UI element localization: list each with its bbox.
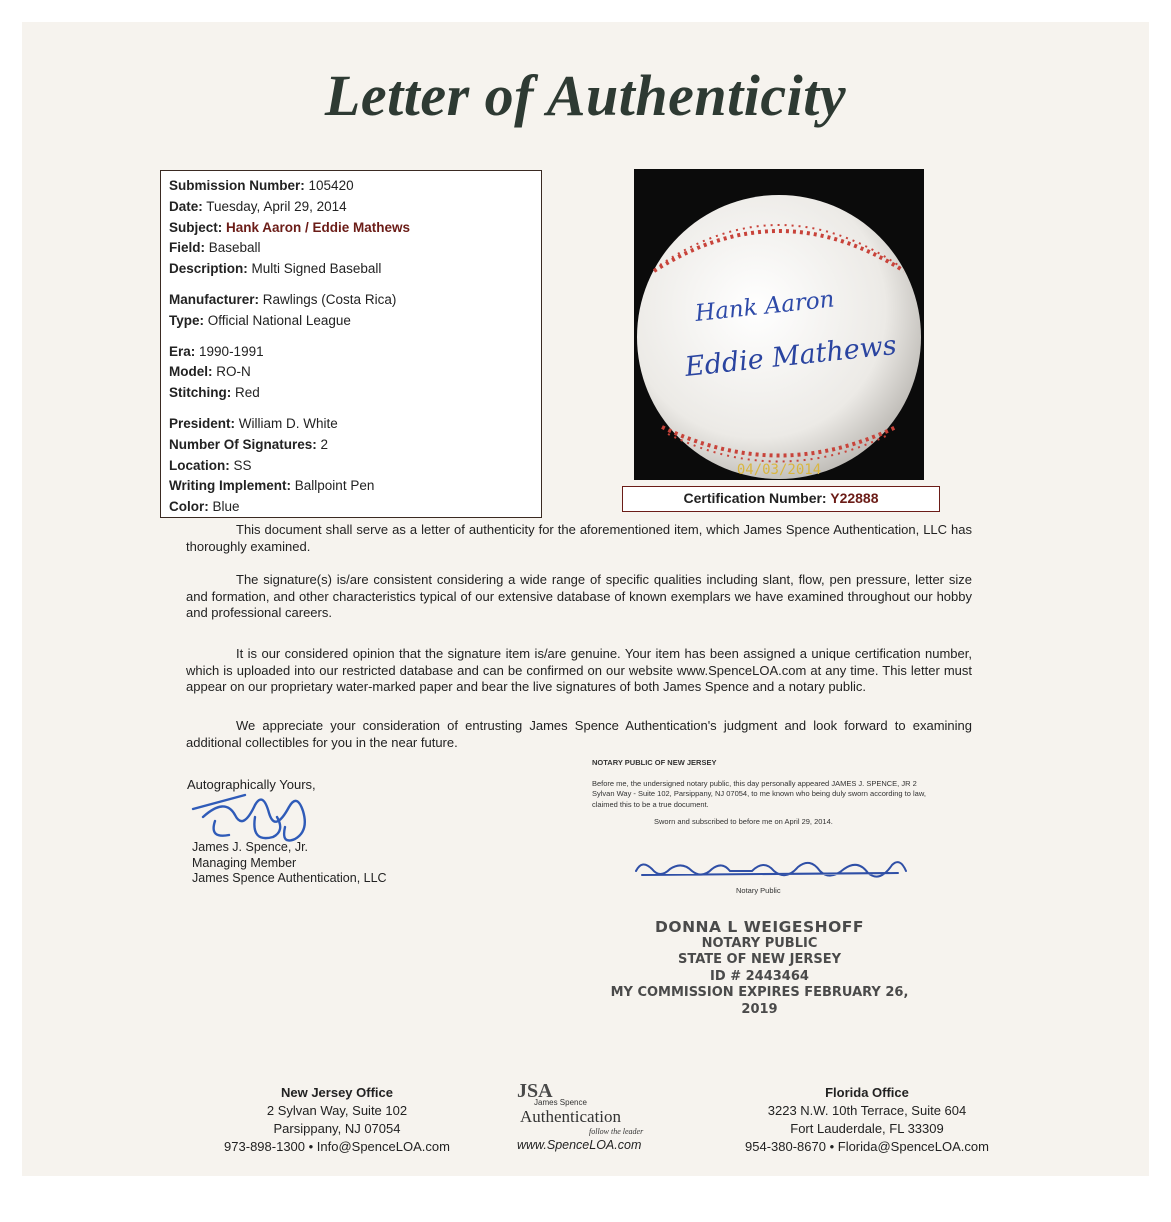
certification-number: Y22888 <box>830 490 879 506</box>
notary-signature-label: Notary Public <box>736 886 781 895</box>
detail-description: Description: Multi Signed Baseball <box>169 261 382 277</box>
detail-stitching: Stitching: Red <box>169 385 260 401</box>
signature-eddie-mathews: Eddie Mathews <box>683 329 898 383</box>
notary-signature <box>630 857 920 887</box>
fl-office-contact: 954-380-8670 • Florida@SpenceLOA.com <box>745 1139 989 1154</box>
jsa-logo <box>512 1080 662 1160</box>
signature-hank-aaron: Hank Aaron <box>693 286 836 327</box>
detail-date: Date: Tuesday, April 29, 2014 <box>169 198 347 214</box>
detail-model: Model: RO-N <box>169 364 251 380</box>
fl-office-heading: Florida Office <box>825 1085 909 1100</box>
letter-page <box>22 22 1149 1176</box>
notary-stamp <box>592 919 927 1018</box>
nj-office-contact: 973-898-1300 • Info@SpenceLOA.com <box>224 1139 450 1154</box>
jsa-logo-sub: James Spence <box>534 1098 587 1107</box>
detail-president: President: William D. White <box>169 415 338 431</box>
fl-office-line2: Fort Lauderdale, FL 33309 <box>790 1121 944 1136</box>
jsa-logo-word: Authentication <box>520 1107 622 1126</box>
detail-type: Type: Official National League <box>169 312 351 328</box>
paragraph-opinion: It is our considered opinion that the signature item is/are genuine. Your item has been assigned a unique certification number, which is uploaded into our restricted database and can be confirmed on our website www.SpenceLOA.com at any time. This letter must appear on our proprietary water-marked paper and bear the live signatures of both James Spence and a notary public. <box>186 646 972 695</box>
detail-manufacturer: Manufacturer: Rawlings (Costa Rica) <box>169 291 397 307</box>
baseball-photo <box>634 169 924 480</box>
detail-number-of-signatures: Number Of Signatures: 2 <box>169 436 329 452</box>
paragraph-consistency: The signature(s) is/are consistent considering a wide range of specific qualities including slant, flow, pen pressure, letter size and formation, and other characteristics typical of our extensive database of known exemplars we have examined throughout our hobby and professional careers. <box>186 572 972 621</box>
notary-stamp-expires: MY COMMISSION EXPIRES FEBRUARY 26, 2019 <box>610 985 909 1017</box>
notary-block <box>592 758 927 828</box>
signer-company: James Spence Authentication, LLC <box>192 871 387 885</box>
page-title: Letter of Authenticity <box>324 63 847 128</box>
notary-stamp-name: DONNA L WEIGESHOFF <box>655 918 864 936</box>
detail-color: Color: Blue <box>169 499 240 515</box>
jsa-logo-tagline: follow the leader <box>589 1127 644 1136</box>
detail-submission-number: Submission Number: 105420 <box>169 178 354 193</box>
new-jersey-office <box>212 1084 462 1156</box>
closing-salutation: Autographically Yours, <box>187 777 316 792</box>
signer-name: James J. Spence, Jr. <box>192 840 309 854</box>
detail-writing-implement: Writing Implement: Ballpoint Pen <box>169 478 375 494</box>
nj-office-line1: 2 Sylvan Way, Suite 102 <box>266 1103 408 1118</box>
notary-stamp-title: NOTARY PUBLIC <box>701 935 818 951</box>
notary-heading: NOTARY PUBLIC OF NEW JERSEY <box>592 758 717 767</box>
certification-box <box>622 486 940 512</box>
paragraph-intro: This document shall serve as a letter of authenticity for the aforementioned item, which James Spence Authentication, LLC has thoroughly examined. <box>186 522 972 554</box>
notary-body: Before me, the undersigned notary public, this day personally appeared JAMES J. SPENCE, JR 2 Sylvan Way - Suite 102, Parsippany, NJ 07054, to me known who being duly sworn according to law, claimed this to be a true document. <box>592 778 926 809</box>
notary-stamp-id: ID # 2443464 <box>710 968 809 984</box>
signer-role: Managing Member <box>192 855 297 870</box>
notary-sworn: Sworn and subscribed to before me on April 29, 2014. <box>654 817 833 826</box>
paragraph-appreciation: We appreciate your consideration of entrusting James Spence Authentication's judgment and look forward to examining additional collectibles for you in the near future. <box>186 718 972 750</box>
florida-office <box>722 1084 1012 1156</box>
photo-date-stamp: 04/03/2014 <box>736 462 822 478</box>
item-details-box <box>160 170 542 518</box>
jsa-logo-brand: JSA <box>517 1080 553 1102</box>
jsa-logo-url: www.SpenceLOA.com <box>517 1138 642 1152</box>
detail-era: Era: 1990-1991 <box>169 343 264 359</box>
nj-office-line2: Parsippany, NJ 07054 <box>273 1121 401 1136</box>
signer-block <box>192 840 387 887</box>
signed-baseball-image <box>634 169 924 480</box>
fl-office-line1: 3223 N.W. 10th Terrace, Suite 604 <box>767 1103 967 1118</box>
notary-stamp-state: STATE OF NEW JERSEY <box>677 952 841 967</box>
detail-subject: Subject: Hank Aaron / Eddie Mathews <box>169 219 411 235</box>
nj-office-heading: New Jersey Office <box>280 1085 393 1100</box>
detail-field: Field: Baseball <box>169 240 261 256</box>
certification-label: Certification Number: <box>683 490 827 506</box>
james-spence-signature <box>185 787 335 847</box>
detail-location: Location: SS <box>169 457 252 473</box>
